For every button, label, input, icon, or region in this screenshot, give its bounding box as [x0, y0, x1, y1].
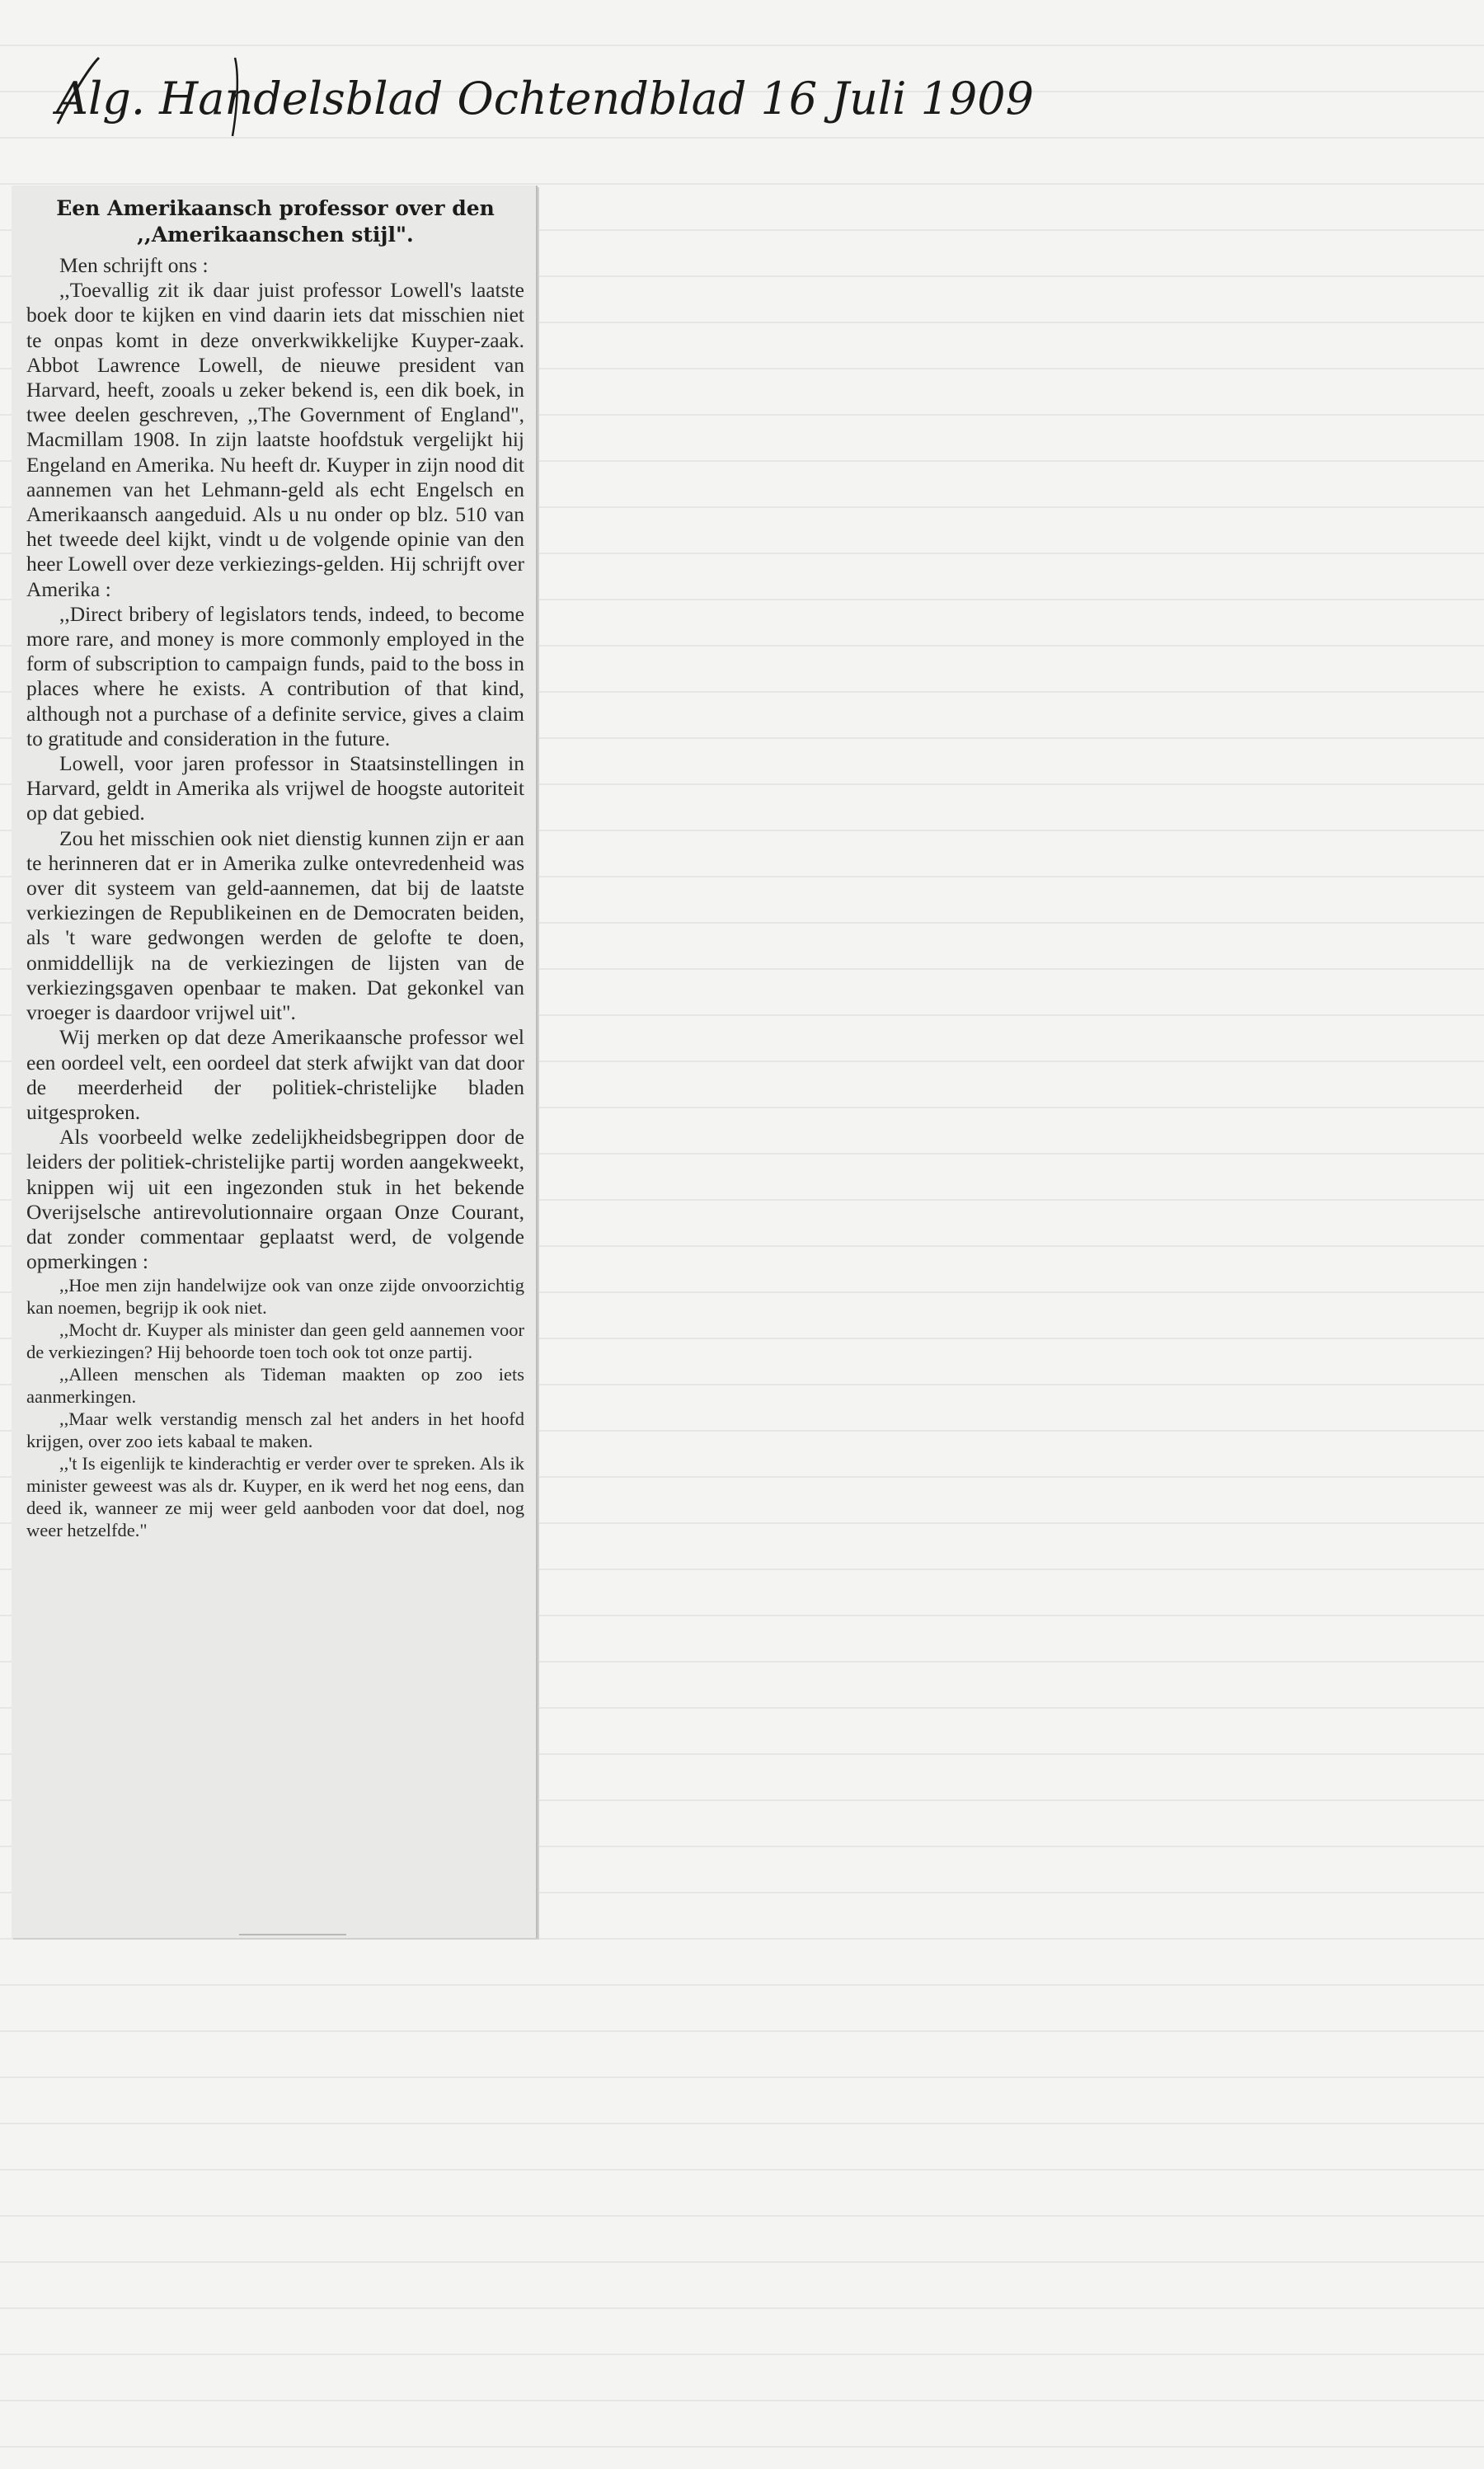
divider [239, 1934, 346, 1935]
article-paragraph: Men schrijft ons : [59, 253, 209, 277]
handwritten-annotation [41, 33, 1034, 148]
article-paragraph: Als voorbeeld welke zedelijkheidsbegrippen door de leiders der politiek-christelijke partij worden aangekweekt, knippen wij uit een ingezonden stuk in het bekende Overijselsche antirevolutionnaire orgaan Onze Courant, dat zonder commentaar geplaatst werd, de volgende opmerkingen : [26, 1125, 524, 1274]
handwritten-annotation-drawing [41, 33, 1034, 148]
article-paragraph: Zou het misschien ook niet dienstig kunnen zijn er aan te herinneren dat er in Amerika zulke ontevredenheid was over dit systeem van geld-aannemen, dat bij de laatste verkiezingen de Republikeinen en de Democraten beiden, als 't ware gedwongen werden de gelofte te doen, onmiddellijk na de verkiezingen de lijsten van de verkiezingsgaven openbaar te maken. Dat gekonkel van vroeger is daardoor vrijwel uit". [26, 825, 524, 1025]
article-quote: ,,Mocht dr. Kuyper als minister dan geen geld aannemen voor de verkiezingen? Hij behoorde toen toch ook tot onze partij. [26, 1319, 524, 1363]
article-headline [26, 195, 524, 248]
article-paragraph: ,,Toevallig zit ik daar juist professor Lowell's laatste boek door te kijken en vind daarin iets dat misschien niet te onpas komt in deze onverkwikkelijke Kuyper-zaak. Abbot Lawrence Lowell, de nieuwe president van Harvard, heeft, zooals u zeker bekend is, een dik boek, in twee deelen geschreven, ,,The Government of England", Macmillam 1908. In zijn laatste hoofdstuk vergelijkt hij Engeland en Amerika. Nu heeft dr. Kuyper in zijn nood dit aannemen van het Lehmann-geld als echt Engelsch en Amerikaansch aangeduid. Als u nu onder op blz. 510 van het tweede deel kijkt, vindt u de volgende opinie van den heer Lowell over deze verkiezings-gelden. Hij schrijft over Amerika : [26, 278, 524, 601]
annotation-text: Alg. Handelsblad Ochtendblad 16 Juli 1909 [56, 73, 1034, 125]
article-quote: ,,Alleen menschen als Tideman maakten op zoo iets aanmerkingen. [26, 1364, 524, 1408]
article-quote-english: ,,Direct bribery of legislators tends, indeed, to become more rare, and money is more commonly employed in the form of subscription to campaign funds, paid to the boss in places where he exists. A contribution of that kind, although not a purchase of a definite service, gives a claim to gratitude and consideration in the future. [26, 601, 524, 750]
headline-line-1: Een Amerikaansch professor over den [56, 196, 495, 220]
article-paragraph: Lowell, voor jaren professor in Staatsinstellingen in Harvard, geldt in Amerika als vrijwel de hoogste autoriteit op dat gebied. [26, 751, 524, 825]
headline-line-2: ,,Amerikaanschen stijl". [137, 223, 414, 247]
article-quote: ,,'t Is eigenlijk te kinderachtig er verder over te spreken. Als ik minister geweest was als dr. Kuyper, en ik werd het nog eens, dan deed ik, wanneer ze mij weer geld aanboden voor dat doel, nog weer hetzelfde." [26, 1453, 524, 1541]
newspaper-clipping [12, 186, 538, 1938]
article-paragraph: Wij merken op dat deze Amerikaansche professor wel een oordeel velt, een oordeel dat sterk afwijkt van dat door de meerderheid der politiek-christelijke bladen uitgesproken. [26, 1025, 524, 1124]
article-quote: ,,Hoe men zijn handelwijze ook van onze zijde onvoorzichtig kan noemen, begrijp ik ook niet. [26, 1275, 524, 1319]
article-quote: ,,Maar welk verstandig mensch zal het anders in het hoofd krijgen, over zoo iets kabaal te maken. [26, 1409, 524, 1452]
